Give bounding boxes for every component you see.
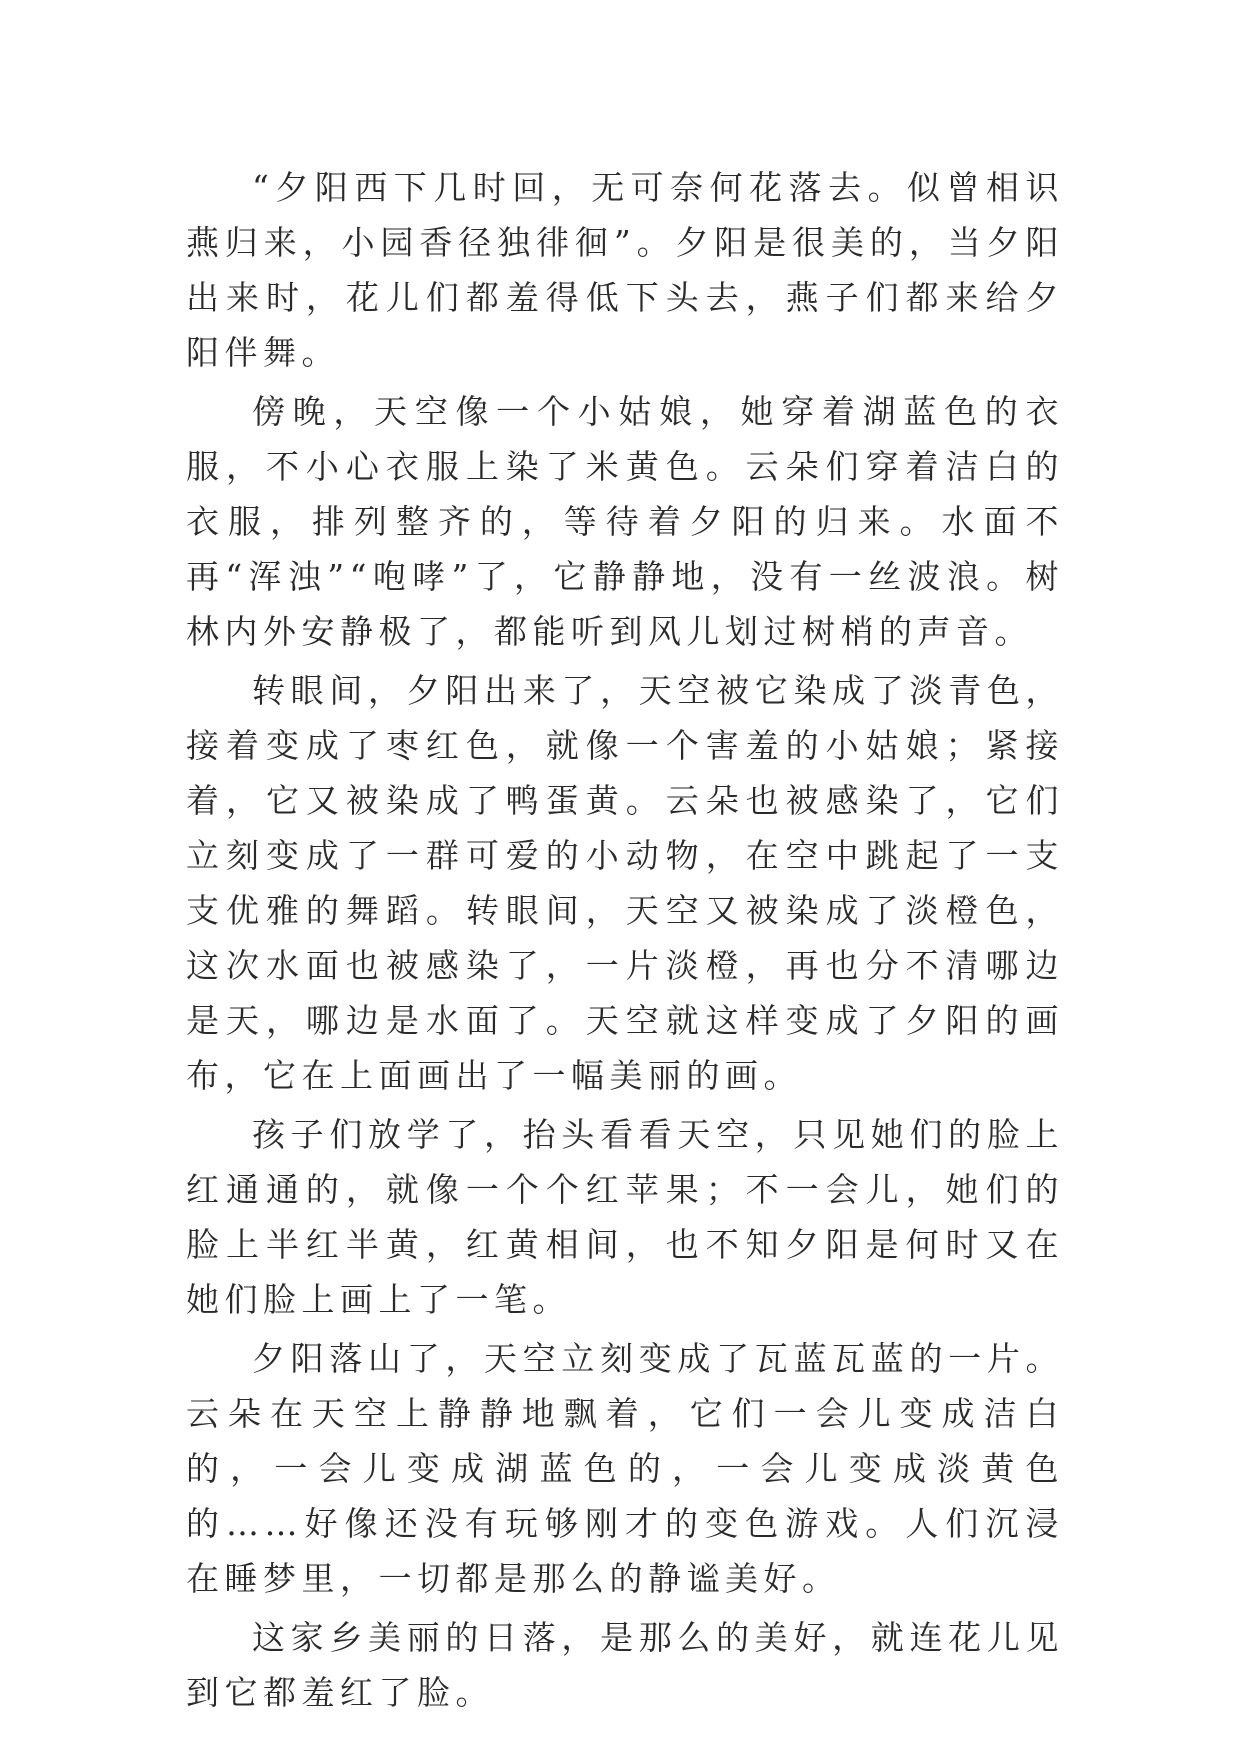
paragraph-6: 这家乡美丽的日落，是那么的美好，就连花儿见到它都羞红了脸。 bbox=[186, 1618, 1064, 1712]
paragraph-5: 夕阳落山了，天空立刻变成了瓦蓝瓦蓝的一片。云朵在天空上静静地飘着，它们一会儿变成洁白的，一会儿变成湖蓝色的，一会儿变成淡黄色的……好像还没有玩够刚才的变色游戏。人们沉浸在睡梦里，一切都是那么的静谧美好。 bbox=[186, 1339, 1064, 1598]
document-body bbox=[186, 160, 1064, 1724]
paragraph-4: 孩子们放学了，抬头看看天空，只见她们的脸上红通通的，就像一个个红苹果；不一会儿，她们的脸上半红半黄，红黄相间，也不知夕阳是何时又在她们脸上画上了一笔。 bbox=[186, 1115, 1064, 1319]
paragraph-3: 转眼间，夕阳出来了，天空被它染成了淡青色，接着变成了枣红色，就像一个害羞的小姑娘；紧接着，它又被染成了鸭蛋黄。云朵也被感染了，它们立刻变成了一群可爱的小动物，在空中跳起了一支支优雅的舞蹈。转眼间，天空又被染成了淡橙色，这次水面也被感染了，一片淡橙，再也分不清哪边是天，哪边是水面了。天空就这样变成了夕阳的画布，它在上面画出了一幅美丽的画。 bbox=[186, 671, 1064, 1095]
paragraph-1: “夕阳西下几时回，无可奈何花落去。似曾相识燕归来，小园香径独徘徊”。夕阳是很美的，当夕阳出来时，花儿们都羞得低下头去，燕子们都来给夕阳伴舞。 bbox=[186, 168, 1064, 372]
paragraph-2: 傍晚，天空像一个小姑娘，她穿着湖蓝色的衣服，不小心衣服上染了米黄色。云朵们穿着洁白的衣服，排列整齐的，等待着夕阳的归来。水面不再“浑浊”“咆哮”了，它静静地，没有一丝波浪。树林内外安静极了，都能听到风儿划过树梢的声音。 bbox=[186, 392, 1064, 651]
